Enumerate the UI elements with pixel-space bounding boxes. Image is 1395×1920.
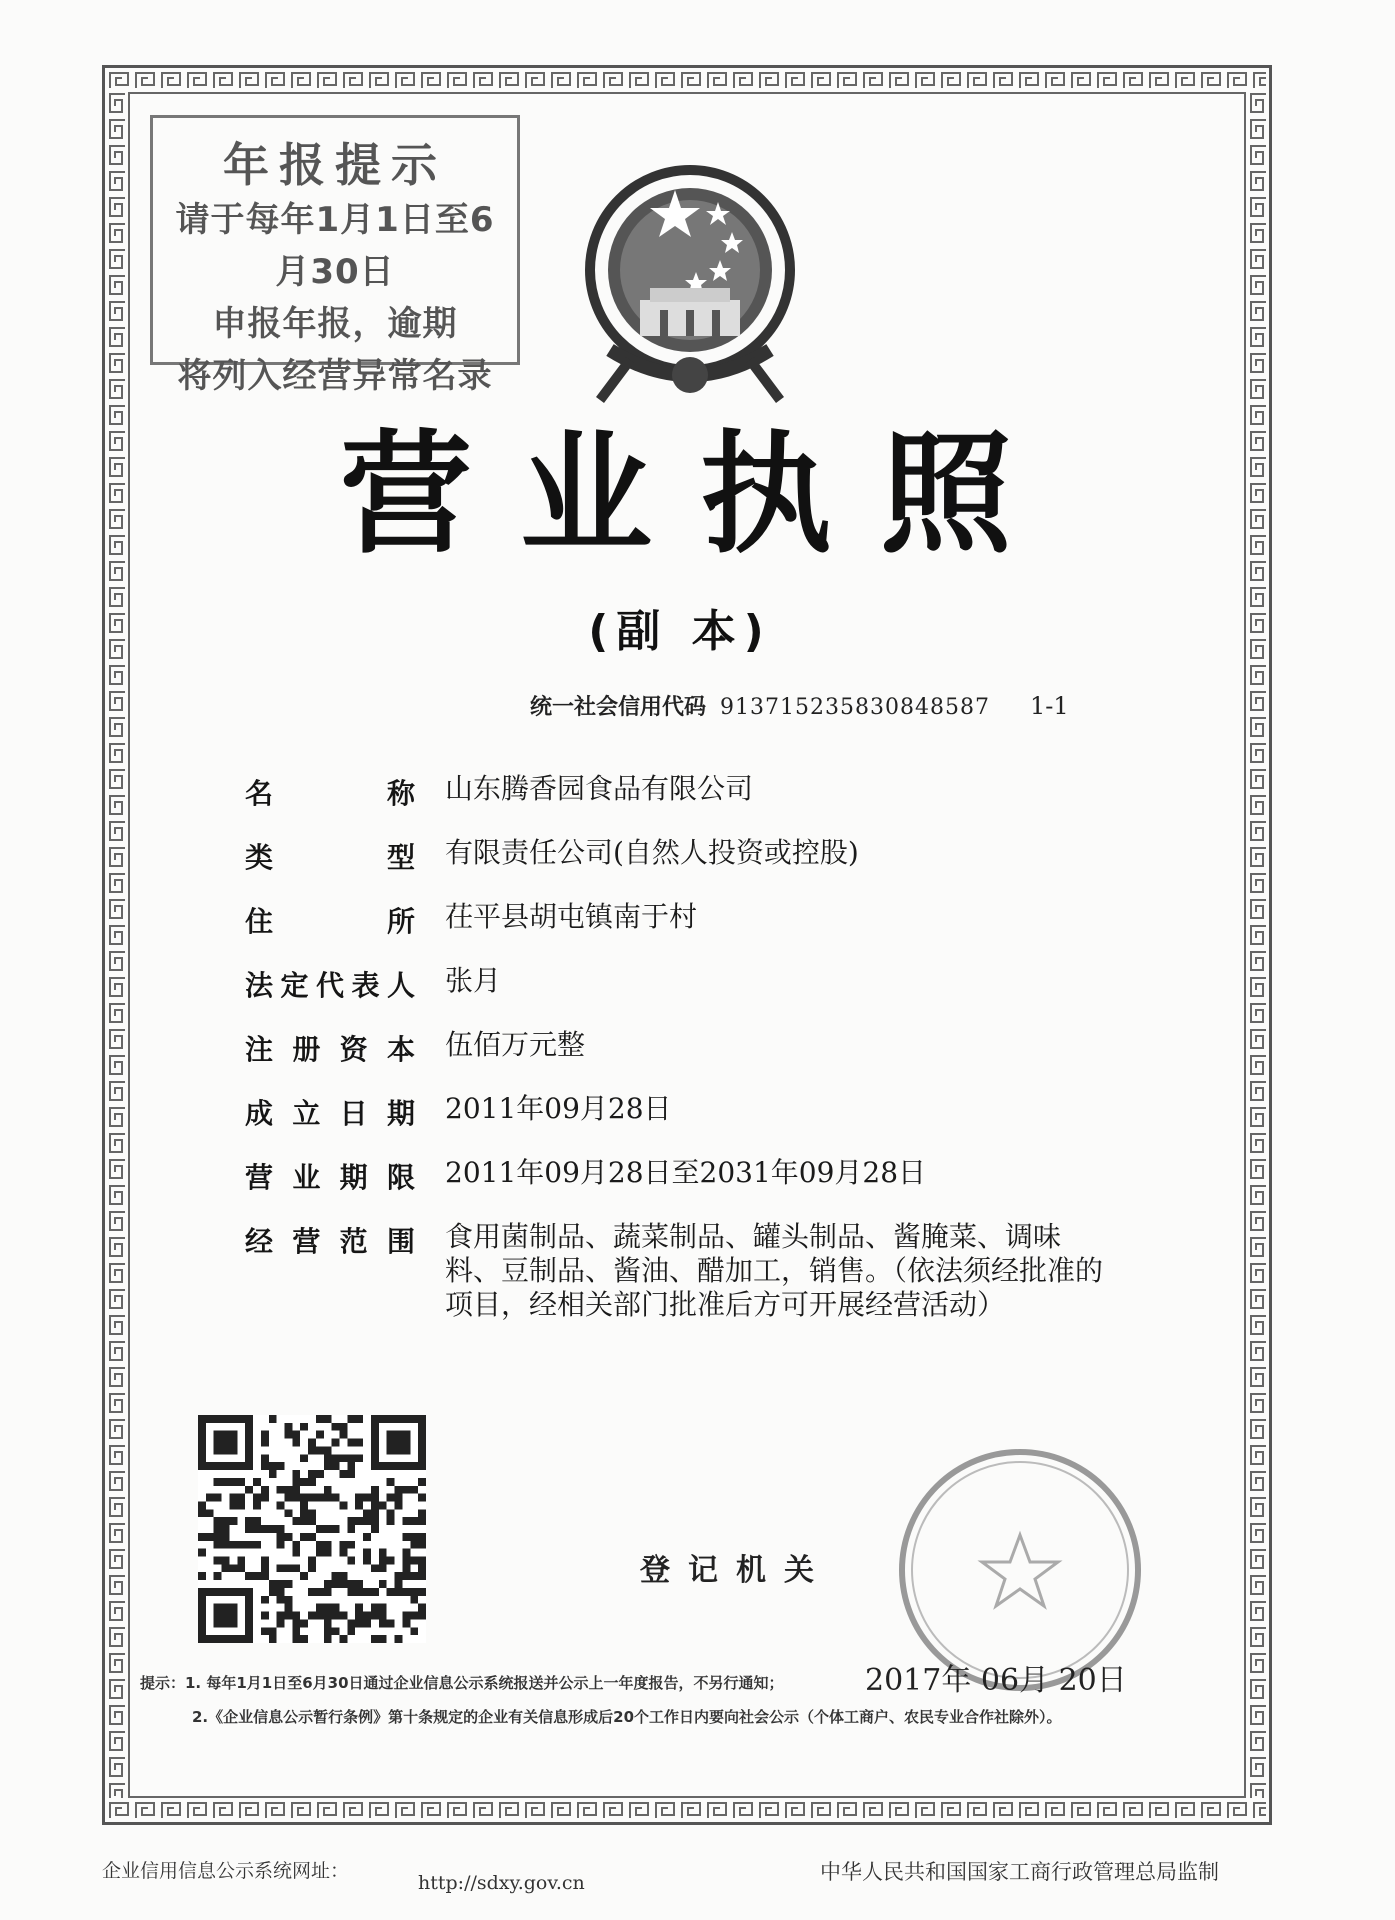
stamp-line-2: 请于每年1月1日至6月30日	[175, 200, 495, 292]
field-value: 2011年09月28日	[445, 1092, 672, 1125]
footer-supervisor: 中华人民共和国国家工商行政管理总局监制	[820, 1860, 1219, 1884]
field-label: 营业期限	[245, 1161, 415, 1194]
credit-code-line	[530, 690, 1130, 721]
field-value: 山东腾香园食品有限公司	[445, 772, 754, 805]
footer-system-label: 企业信用信息公示系统网址：	[102, 1860, 350, 1882]
field-label: 法定代表人	[245, 969, 415, 1002]
field-label: 经营范围	[245, 1225, 415, 1258]
footer-url-link[interactable]: http://sdxy.gov.cn	[418, 1872, 585, 1894]
stamp-line-4: 将列入经营异常名录	[177, 356, 493, 396]
field-value: 有限责任公司(自然人投资或控股)	[445, 836, 859, 869]
annual-report-stamp	[150, 115, 520, 396]
field-label: 名称	[245, 777, 415, 810]
field-label: 成立日期	[245, 1097, 415, 1130]
field-value: 张月	[445, 964, 502, 997]
issue-date: 2017年 06月 20日	[865, 1663, 1127, 1698]
qr-code	[198, 1415, 426, 1643]
field-label: 住所	[245, 905, 415, 938]
stamp-line-1: 年报提示	[223, 138, 447, 192]
stamp-line-3: 申报年报，逾期	[212, 304, 458, 344]
field-value: 2011年09月28日至2031年09月28日	[445, 1156, 927, 1189]
field-value: 伍佰万元整	[445, 1028, 586, 1061]
registration-authority: 登记机关	[640, 1553, 832, 1588]
field-label: 注册资本	[245, 1033, 415, 1066]
national-emblem-icon	[570, 160, 810, 410]
field-value: 茌平县胡屯镇南于村	[445, 900, 698, 933]
notice-line-1: 提示：1. 每年1月1日至6月30日通过企业信息公示系统报送并公示上一年度报告，不另行通知；	[140, 1674, 784, 1692]
document-title: 营业执照	[340, 418, 1060, 572]
field-value: 食用菌制品、蔬菜制品、罐头制品、酱腌菜、调味料、豆制品、酱油、醋加工，销售。（依法须经批准的项目，经相关部门批准后方可开展经营活动）	[445, 1220, 1104, 1321]
document-subtitle: (副 本)	[588, 606, 772, 657]
field-label: 类型	[245, 841, 415, 874]
notice-line-2: 2.《企业信息公示暂行条例》第十条规定的企业有关信息形成后20个工作日内要向社会公示（个体工商户、农民专业合作社除外）。	[192, 1708, 1062, 1726]
credit-code-label: 统一社会信用代码	[530, 695, 707, 720]
credit-code-suffix: 1-1	[1029, 692, 1069, 720]
credit-code-value: 91371523583084858​7	[720, 695, 990, 720]
